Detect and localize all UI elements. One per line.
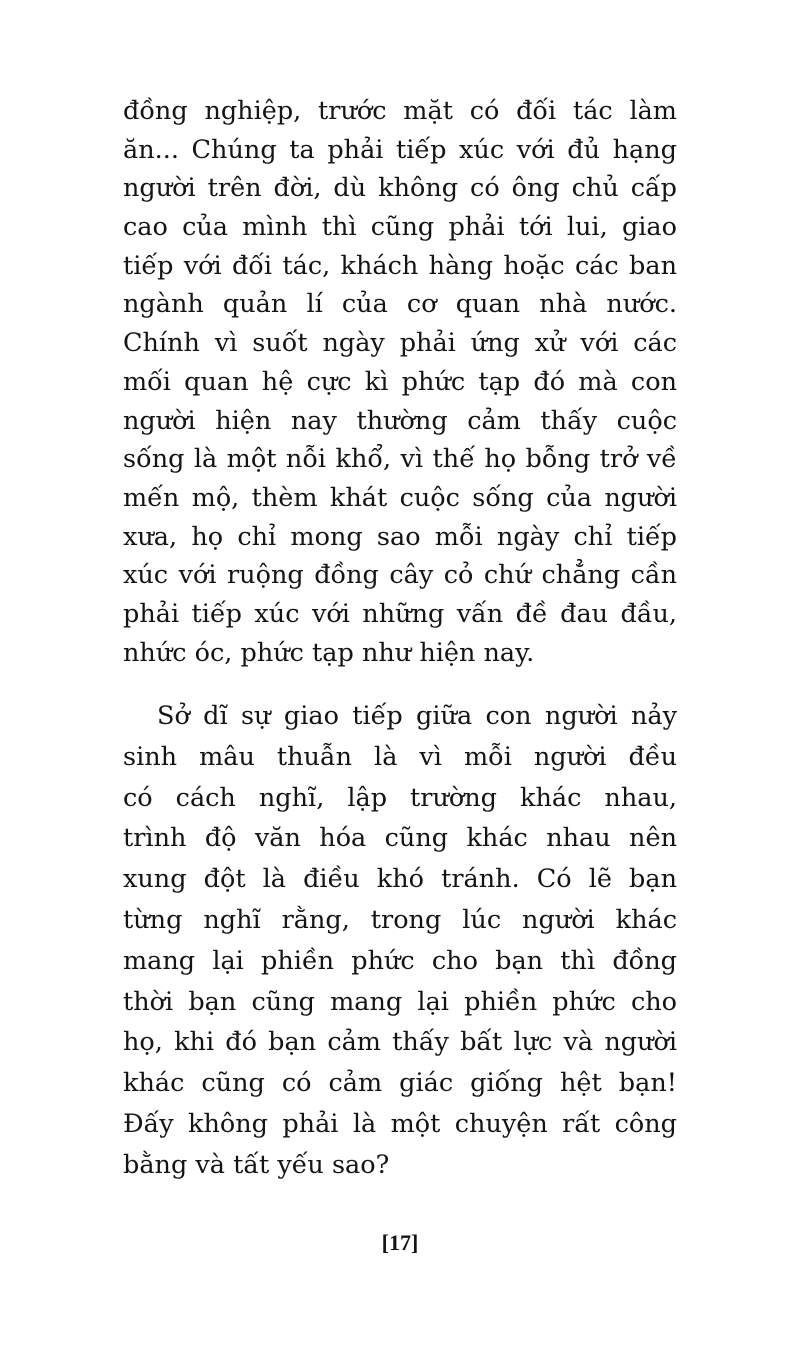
text-line: xưa, họ chỉ mong sao mỗi ngày chỉ tiếp (123, 521, 677, 552)
text-line: sinh mâu thuẫn là vì mỗi người đều (123, 741, 677, 772)
text-line: xung đột là điều khó tránh. Có lẽ bạn (123, 864, 677, 895)
text-line: có cách nghĩ, lập trường khác nhau, (123, 782, 677, 813)
paragraph-1 (123, 92, 677, 672)
text-line: ngành quản lí của cơ quan nhà nước. (123, 289, 677, 320)
text-line: khác cũng có cảm giác giống hệt bạn! (123, 1068, 677, 1099)
text-line: mến mộ, thèm khát cuộc sống của người (123, 482, 677, 513)
text-line: Sở dĩ sự giao tiếp giữa con người nảy (157, 701, 677, 731)
text-line: cao của mình thì cũng phải tới lui, giao (123, 212, 677, 243)
text-line: xúc với ruộng đồng cây cỏ chứ chẳng cần (123, 560, 677, 591)
text-line: trình độ văn hóa cũng khác nhau nên (123, 823, 677, 854)
text-line: người hiện nay thường cảm thấy cuộc (123, 405, 677, 436)
text-line: ăn... Chúng ta phải tiếp xúc với đủ hạng (123, 134, 677, 165)
text-line: họ, khi đó bạn cảm thấy bất lực và người (123, 1027, 677, 1058)
text-line: từng nghĩ rằng, trong lúc người khác (123, 904, 677, 935)
paragraph-2 (123, 696, 677, 1186)
text-line: mối quan hệ cực kì phức tạp đó mà con (123, 366, 677, 397)
text-line: mang lại phiền phức cho bạn thì đồng (123, 945, 677, 976)
page-number: [17] (381, 1230, 419, 1255)
text-line: nhức óc, phức tạp như hiện nay. (123, 637, 535, 668)
text-line: người trên đời, dù không có ông chủ cấp (123, 173, 677, 204)
text-line: thời bạn cũng mang lại phiền phức cho (123, 986, 677, 1017)
text-line: Chính vì suốt ngày phải ứng xử với các (123, 328, 677, 359)
text-line: sống là một nỗi khổ, vì thế họ bỗng trở về (123, 444, 677, 475)
text-line: Đấy không phải là một chuyện rất công (123, 1108, 677, 1139)
text-line: tiếp với đối tác, khách hàng hoặc các ban (123, 250, 677, 281)
text-line: đồng nghiệp, trước mặt có đối tác làm (123, 96, 677, 126)
text-line: bằng và tất yếu sao? (123, 1149, 390, 1180)
text-line: phải tiếp xúc với những vấn đề đau đầu, (123, 598, 677, 629)
